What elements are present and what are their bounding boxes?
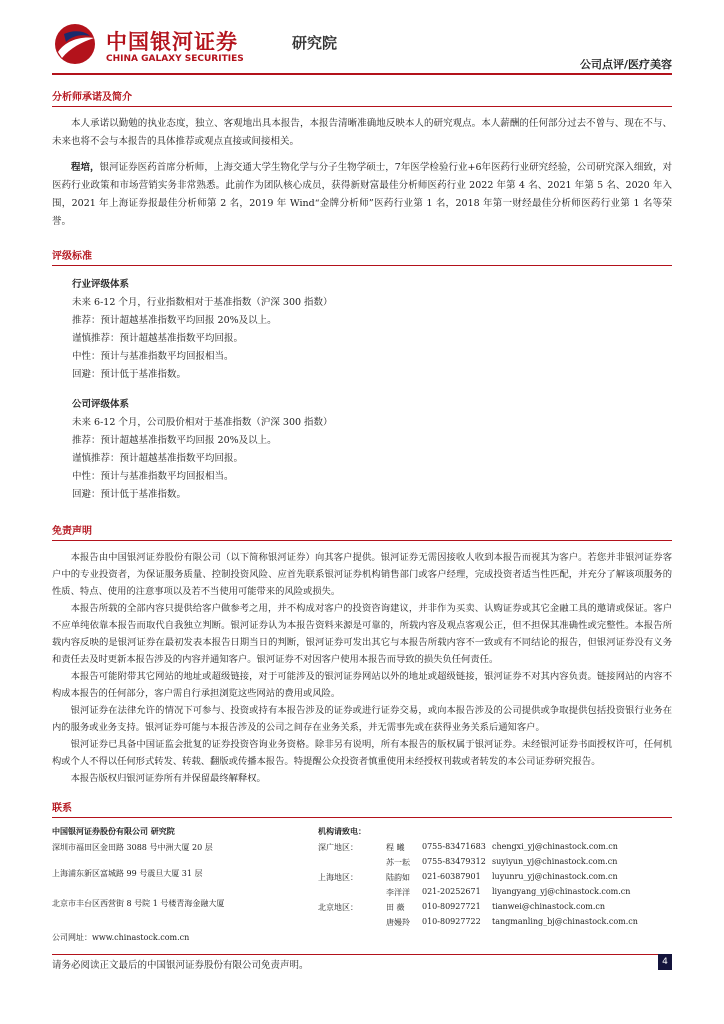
- contact-name: 田 薇: [386, 903, 405, 912]
- rating-block: [52, 276, 672, 504]
- contact-name: 苏一耘: [386, 858, 410, 867]
- contact-email[interactable]: suyiyun_yj@chinastock.com.cn: [492, 857, 618, 866]
- industry-rating-line: 中性：预计与基准指数平均回报相当。: [72, 351, 234, 362]
- main-content: [52, 80, 672, 968]
- disclaimer-paragraph: 本报告可能附带其它网站的地址或超级链接，对于可能涉及的银河证券网站以外的地址或超级链接，银河证券不对其内容负责。链接网站的内容不构成本报告的任何部分，客户需自行承担浏览这些网站的费用或风险。: [52, 671, 672, 699]
- industry-rating-line: 谨慎推荐：预计超越基准指数平均回报。: [72, 333, 244, 344]
- logo: [52, 22, 352, 66]
- industry-rating-line: 回避：预计低于基准指数。: [72, 369, 187, 380]
- contact-block: [52, 818, 672, 968]
- sales-title: 机构请致电：: [318, 827, 366, 836]
- address-beijing: 北京市丰台区西营街 8 号院 1 号楼青海金融大厦: [52, 899, 225, 908]
- contact-phone: 0755-83479312: [422, 857, 486, 866]
- logo-cn: 中国银河证券: [106, 30, 238, 54]
- contact-phone: 021-60387901: [422, 872, 481, 881]
- region-beijing: 北京地区：: [318, 903, 358, 912]
- analyst-block: [52, 107, 672, 237]
- disclaimer-paragraph: 本报告所载的全部内容只提供给客户做参考之用，并不构成对客户的投资咨询建议，并非作为买卖、认购证券或其它金融工具的邀请或保证。客户不应单纯依靠本报告而取代自我独立判断。银河证券认为本报告资料来源是可靠的，所载内容及观点客观公正，但不担保其准确性或完整性。本报告所载内容反映的是银河证券在最初发表本报告日期当日的判断，银河证券可发出其它与本报告所载内容不一致或有不同结论的报告，但银河证券没有义务和责任去及时更新本报告涉及的内容并通知客户。银河证券不对因客户使用本报告而导致的损失负任何责任。: [52, 603, 672, 665]
- institute-label: 研究院: [292, 34, 338, 52]
- footer-disclaimer: 请务必阅读正文最后的中国银河证券股份有限公司免责声明。: [52, 960, 309, 971]
- page-number: 4: [658, 954, 672, 970]
- address-shenzhen: 深圳市福田区金田路 3088 号中洲大厦 20 层: [52, 843, 213, 852]
- rating-section-title: 评级标准: [52, 243, 672, 266]
- address-shanghai: 上海浦东新区富城路 99 号震旦大厦 31 层: [52, 869, 203, 878]
- analyst-bio: [52, 159, 672, 231]
- disclaimer-block: [52, 541, 672, 793]
- industry-rating-line: 未来 6-12 个月，行业指数相对于基准指数（沪深 300 指数）: [72, 297, 333, 308]
- analyst-name: 程培，: [71, 162, 100, 173]
- contact-name: 唐嫚羚: [386, 918, 410, 927]
- contact-email[interactable]: chengxi_yj@chinastock.com.cn: [492, 842, 618, 851]
- analyst-pledge: 本人承诺以勤勉的执业态度，独立、客观地出具本报告，本报告清晰准确地反映本人的研究观点。本人薪酬的任何部分过去不曾与、现在不与、未来也将不会与本报告的具体推荐或观点直接或间接相关。: [52, 118, 672, 147]
- contact-section-title: 联系: [52, 795, 672, 818]
- industry-rating-heading: 行业评级体系: [72, 279, 130, 290]
- disclaimer-paragraph: 银河证券在法律允许的情况下可参与、投资或持有本报告涉及的证券或进行证券交易，或向本报告涉及的公司提供或争取提供包括投资银行业务在内的服务或业务支持。银河证券可能与本报告涉及的公司之间存在业务关系，并无需事先或在获得业务关系后通知客户。: [52, 705, 672, 733]
- company-name: 中国银河证券股份有限公司 研究院: [52, 827, 175, 836]
- header-divider: [52, 73, 672, 75]
- company-rating-line: 谨慎推荐：预计超越基准指数平均回报。: [72, 453, 244, 464]
- contact-email[interactable]: luyunru_yj@chinastock.com.cn: [492, 872, 618, 881]
- company-rating-heading: 公司评级体系: [72, 399, 130, 410]
- region-shenzhen: 深广地区：: [318, 843, 358, 852]
- footer-divider: [52, 954, 672, 955]
- region-shanghai: 上海地区：: [318, 873, 358, 882]
- contact-name: 陆韵如: [386, 873, 410, 882]
- disclaimer-section-title: 免责声明: [52, 518, 672, 541]
- contact-name: 程 曦: [386, 843, 405, 852]
- disclaimer-paragraph: 银河证券已具备中国证监会批复的证券投资咨询业务资格。除非另有说明，所有本报告的版权属于银河证券。未经银河证券书面授权许可，任何机构或个人不得以任何形式转发、转载、翻版或传播本报告。特提醒公众投资者慎重使用未经授权刊载或者转发的本公司证券研究报告。: [52, 739, 672, 767]
- company-rating-line: 中性：预计与基准指数平均回报相当。: [72, 471, 234, 482]
- contact-name: 李洋洋: [386, 888, 410, 897]
- company-rating-line: 回避：预计低于基准指数。: [72, 489, 187, 500]
- industry-rating-line: 推荐：预计超越基准指数平均回报 20%及以上。: [72, 315, 277, 326]
- analyst-section-title: 分析师承诺及简介: [52, 84, 672, 107]
- galaxy-logo-icon: [52, 22, 98, 66]
- contact-email[interactable]: liyangyang_yj@chinastock.com.cn: [492, 887, 631, 896]
- contact-phone: 0755-83471683: [422, 842, 486, 851]
- company-website: 公司网址：www.chinastock.com.cn: [52, 933, 190, 942]
- company-rating-line: 未来 6-12 个月，公司股价相对于基准指数（沪深 300 指数）: [72, 417, 333, 428]
- analyst-bio-text: 银河证券医药首席分析师，上海交通大学生物化学与分子生物学硕士，7年医学检验行业+6年医药行业研究经验，公司研究深入细致，对医药行业政策和市场营销实务非常熟悉。此前作为团队核心成员，获得新财富最佳分析师医药行业 2022 年第 4 名、2021 年第 5 名、2020 年入围，2021 年上海证券报最佳分析师第 2 名，2019 年 Wind“金牌分析师”医药行业第 1 名，2018 年第一财经最佳分析师医药行业第 1 名等荣誉。: [52, 162, 672, 227]
- doc-type: 公司点评/医疗美容: [579, 58, 672, 71]
- disclaimer-paragraph: 本报告版权归银河证券所有并保留最终解释权。: [70, 773, 266, 784]
- contact-phone: 010-80927722: [422, 917, 481, 926]
- company-rating-line: 推荐：预计超越基准指数平均回报 20%及以上。: [72, 435, 277, 446]
- contact-email[interactable]: tangmanling_bj@chinastock.com.cn: [492, 917, 638, 926]
- contact-phone: 021-20252671: [422, 887, 481, 896]
- logo-en: CHINA GALAXY SECURITIES: [106, 54, 244, 64]
- contact-email[interactable]: tianwei@chinastock.com.cn: [492, 902, 606, 911]
- disclaimer-paragraph: 本报告由中国银河证券股份有限公司（以下简称银河证券）向其客户提供。银河证券无需因接收人收到本报告而视其为客户。若您并非银河证券客户中的专业投资者，为保证服务质量、控制投资风险、应首先联系银河证券机构销售部门或客户经理，完成投资者适当性匹配，并充分了解该项服务的性质、特点、使用的注意事项以及若不当使用可能带来的风险或损失。: [52, 552, 672, 597]
- contact-phone: 010-80927721: [422, 902, 481, 911]
